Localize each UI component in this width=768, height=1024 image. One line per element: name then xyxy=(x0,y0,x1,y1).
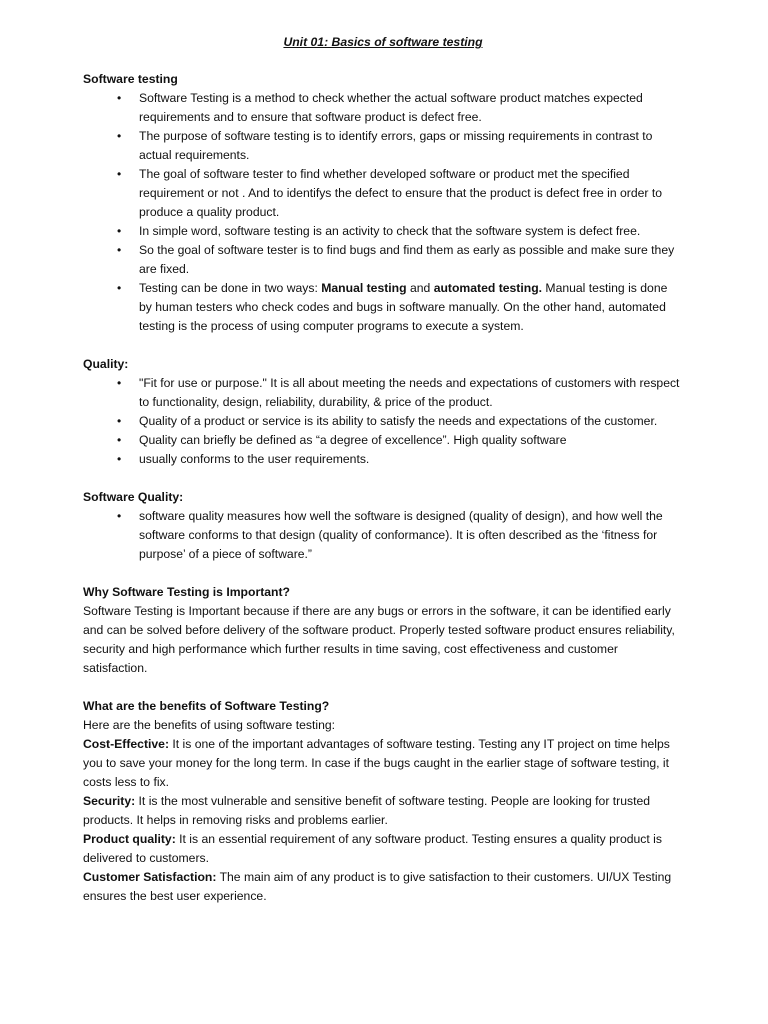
list-item-text: The goal of software tester to find whether developed software or product met the specified requirement or not . And to identifys the defect to ensure that the product is defect free in order to produce a quality product. xyxy=(139,167,663,219)
benefit-label: Security: xyxy=(83,794,136,808)
page-title: Unit 01: Basics of software testing xyxy=(283,35,483,49)
list-item-text: In simple word, software testing is an activity to check that the software system is defect free. xyxy=(139,224,641,238)
list-item xyxy=(117,412,683,431)
bullet-icon: • xyxy=(117,243,122,257)
benefit-label: Product quality: xyxy=(83,832,176,846)
list-item-text: Software Testing is a method to check whether the actual software product matches expected requirements and to ensure that software product is defect free. xyxy=(139,91,643,124)
manual-testing-term: Manual testing xyxy=(321,281,407,295)
software-testing-list xyxy=(83,89,683,336)
list-item xyxy=(117,279,683,336)
document-content xyxy=(83,33,683,906)
list-item-text: So the goal of software tester is to find bugs and find them as early as possible and make sure they are fixed. xyxy=(139,243,675,276)
list-item-text: "Fit for use or purpose." It is all about meeting the needs and expectations of customers with respect to functionality, design, reliability, durability, & price of the product. xyxy=(139,376,680,409)
spacer xyxy=(83,678,683,697)
bullet-icon: • xyxy=(117,91,122,105)
list-item xyxy=(117,374,683,412)
benefit-text: It is the most vulnerable and sensitive benefit of software testing. People are looking for trusted products. It helps in removing risks and problems earlier. xyxy=(83,794,651,827)
benefit-label: Cost-Effective: xyxy=(83,737,170,751)
bullet-icon: • xyxy=(117,167,122,181)
list-item-text: software quality measures how well the software is designed (quality of design), and how well the software conforms to that design (quality of conformance). It is often described as the ‘fitness for purpose’ of a piece of software.” xyxy=(139,509,663,561)
list-item xyxy=(117,241,683,279)
bullet-icon: • xyxy=(117,224,122,238)
list-item xyxy=(117,450,683,469)
list-item xyxy=(117,165,683,222)
bullet-icon: • xyxy=(117,509,122,523)
list-item-text: Quality of a product or service is its ability to satisfy the needs and expectations of the customer. xyxy=(139,414,658,428)
list-item-text-post: Manual testing is done by human testers who check codes and bugs in software manually. On the other hand, automated testing is the process of using computer programs to execute a system. xyxy=(139,281,668,333)
list-item-text-and: and xyxy=(406,281,434,295)
list-item xyxy=(117,431,683,450)
spacer xyxy=(83,469,683,488)
benefit-label: Customer Satisfaction: xyxy=(83,870,217,884)
spacer xyxy=(83,336,683,355)
bullet-icon: • xyxy=(117,452,122,466)
bullet-icon: • xyxy=(117,129,122,143)
list-item-text: The purpose of software testing is to identify errors, gaps or missing requirements in contrast to actual requirements. xyxy=(139,129,653,162)
software-quality-list xyxy=(83,507,683,564)
benefits-intro: Here are the benefits of using software testing: xyxy=(83,718,336,732)
list-item xyxy=(117,127,683,165)
bullet-icon: • xyxy=(117,281,122,295)
list-item xyxy=(117,89,683,127)
section-heading-quality: Quality: xyxy=(83,357,129,371)
bullet-icon: • xyxy=(117,414,122,428)
quality-list xyxy=(83,374,683,469)
section-heading-why-important: Why Software Testing is Important? xyxy=(83,585,290,599)
list-item-text: Quality can briefly be defined as “a degree of excellence”. High quality software xyxy=(139,433,567,447)
why-important-paragraph: Software Testing is Important because if there are any bugs or errors in the software, it can be identified early and can be solved before delivery of the software product. Properly tested software product ensures reliability, security and high performance which further results in time saving, cost effectiveness and customer satisfaction. xyxy=(83,604,675,675)
list-item xyxy=(117,507,683,564)
automated-testing-term: automated testing. xyxy=(433,281,543,295)
benefit-text: The main aim of any product is to give satisfaction to their customers. UI/UX Testing ensures the best user experience. xyxy=(83,870,672,903)
benefit-text: It is one of the important advantages of software testing. Testing any IT project on time helps you to save your money for the long term. In case if the bugs caught in the earlier stage of software testing, it costs less to fix. xyxy=(83,737,670,789)
benefit-text: It is an essential requirement of any software product. Testing ensures a quality product is delivered to customers. xyxy=(83,832,662,865)
section-heading-software-quality: Software Quality: xyxy=(83,490,184,504)
benefit-item-customer-satisfaction xyxy=(83,868,683,906)
benefit-item-security xyxy=(83,792,683,830)
bullet-icon: • xyxy=(117,433,122,447)
section-heading-benefits: What are the benefits of Software Testing? xyxy=(83,699,330,713)
spacer xyxy=(83,564,683,583)
list-item-text-pre: Testing can be done in two ways: xyxy=(139,281,322,295)
bullet-icon: • xyxy=(117,376,122,390)
benefit-item-product-quality xyxy=(83,830,683,868)
list-item xyxy=(117,222,683,241)
section-heading-software-testing: Software testing xyxy=(83,72,178,86)
list-item-text: usually conforms to the user requirements. xyxy=(139,452,370,466)
benefit-item-cost-effective xyxy=(83,735,683,792)
